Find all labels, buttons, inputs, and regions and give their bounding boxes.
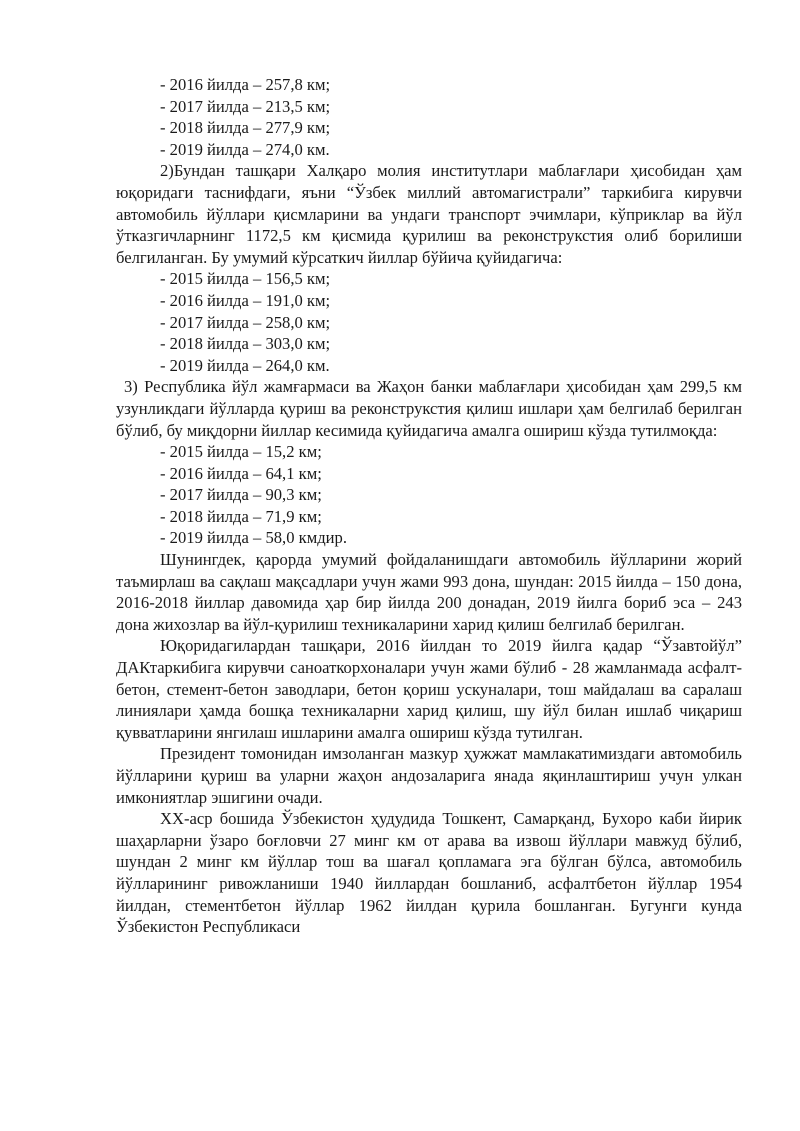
list-item: - 2015 йилда – 15,2 км; (160, 442, 322, 462)
document-body (116, 74, 742, 938)
paragraph-3: 3) Республика йўл жамғармаси ва Жаҳон банки маблағлари ҳисобидан ҳам 299,5 км узунликдаги йўлларда қуриш ва реконструкстия қилиш ишлари ҳам белгилаб берилган бўлиб, бу миқдорни йиллар кесимида қуйидагича амалга ошириш кўзда тутилмоқда: (116, 377, 742, 440)
list-item: - 2019 йилда – 264,0 км. (160, 355, 330, 375)
paragraph-6: Президент томонидан имзоланган мазкур ҳужжат мамлакатимиздаги автомобиль йўлларини қуриш ва уларни жаҳон андозаларига янада яқинлаштириш учун улкан имкониятлар эшигини очади. (116, 744, 742, 807)
list-item: - 2017 йилда – 90,3 км; (160, 485, 322, 505)
list-item: - 2016 йилда – 64,1 км; (160, 463, 322, 483)
paragraph-2: 2)Бундан ташқари Халқаро молия институтлари маблағлари ҳисобидан ҳам юқоридаги таснифдаги, яъни “Ўзбек миллий автомагистрали” таркибига кирувчи автомобиль йўллари қисмларини ва ундаги транспорт эчимлари, кўприклар ва йўл ўтказгичларнинг 1172,5 км қисмида қурилиш ва реконструкстия олиб борилиши белгиланган. Бу умумий кўрсаткич йиллар бўйича қуйидагича: (116, 161, 742, 267)
list-item: - 2018 йилда – 277,9 км; (160, 118, 331, 138)
list-item: - 2015 йилда – 156,5 км; (160, 269, 331, 289)
list-item: - 2019 йилда – 58,0 кмдир. (160, 528, 347, 548)
list-item: - 2019 йилда – 274,0 км. (160, 139, 330, 159)
list-item: - 2017 йилда – 258,0 км; (160, 312, 331, 332)
paragraph-4: Шунингдек, қарорда умумий фойдаланишдаги автомобиль йўлларини жорий таъмирлаш ва сақлаш мақсадлари учун жами 993 дона, шундан: 2015 йилда – 150 дона, 2016-2018 йиллар давомида ҳар бир йилда 200 донадан, 2019 йилга бориб эса – 243 дона жихозлар ва йўл-қурилиш техникаларини харид қилиш белгилаб берилган. (116, 550, 742, 634)
paragraph-7: XX-аср бошида Ўзбекистон ҳудудида Тошкент, Самарқанд, Бухоро каби йирик шаҳарларни ўзаро боғловчи 27 минг км от арава ва извош йўллари мавжуд бўлиб, шундан 2 минг км йўллар тош ва шағал қопламага эга бўлган бўлса, автомобиль йўлларининг ривожланиши 1940 йиллардан бошланиб, асфалтбетон йўллар 1954 йилдан, стементбетон йўллар 1962 йилдан қурила бошланган. Бугунги кунда Ўзбекистон Республикаси (116, 809, 742, 937)
list-item: - 2016 йилда – 257,8 км; (160, 75, 331, 94)
list-item: - 2018 йилда – 71,9 км; (160, 506, 322, 526)
list-item: - 2017 йилда – 213,5 км; (160, 96, 331, 116)
list-item: - 2016 йилда – 191,0 км; (160, 290, 331, 310)
list-item: - 2018 йилда – 303,0 км; (160, 334, 331, 354)
paragraph-5: Юқоридагилардан ташқари, 2016 йилдан то 2019 йилга қадар “Ўзавтойўл” ДАКтаркибига кирувчи саноаткорхоналари учун жами бўлиб - 28 жамланмада асфалт-бетон, стемент-бетон заводлари, бетон қориш ускуналари, тош майдалаш ва саралаш линиялари ҳамда бошқа техникаларни харид қилиш, шу йўл билан ишлаб чиқариш қувватларини янгилаш ишларини амалга ошириш кўзда тутилган. (116, 636, 742, 742)
